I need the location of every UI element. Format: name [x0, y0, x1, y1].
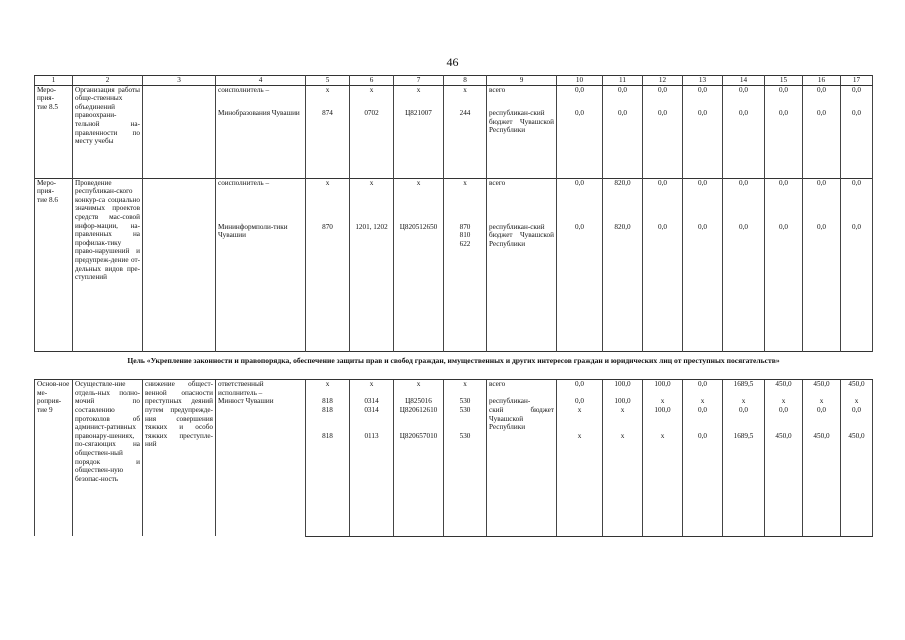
cell-rzpr: 1201, 1202 — [350, 223, 394, 352]
value-cell: 0,0 — [683, 406, 723, 432]
value-cell: 450,0 — [765, 432, 803, 537]
header-cell: 2 — [73, 76, 143, 86]
value-cell: 0,0 — [803, 223, 841, 352]
value-cell: 0,0 — [723, 109, 765, 178]
value-cell: 0,0 — [603, 109, 643, 178]
executor: Минобразования Чувашии — [216, 109, 306, 178]
value-cell: х — [841, 397, 873, 406]
value-cell: 0,0 — [803, 406, 841, 432]
cell-grbs: х — [306, 85, 350, 109]
value-cell: 0,0 — [723, 406, 765, 432]
funding-source: республикан-ский бюджет Чувашской Республики — [487, 223, 557, 352]
value-cell: х — [643, 397, 683, 406]
cell-rzpr: 0702 — [350, 109, 394, 178]
value-cell: 0,0 — [557, 85, 603, 109]
value-cell: 1689,5 — [723, 432, 765, 537]
executor: соисполнитель – — [216, 178, 306, 222]
cell-csr: Ц825016 — [394, 397, 444, 406]
header-cell: 17 — [841, 76, 873, 86]
cell-vr: х — [444, 178, 487, 222]
value-cell: 820,0 — [603, 223, 643, 352]
measure-goal — [143, 178, 216, 351]
value-cell: 100,0 — [603, 380, 643, 398]
value-cell: х — [683, 397, 723, 406]
table-row — [35, 85, 873, 109]
page-number: 46 — [446, 55, 459, 69]
value-cell: 0,0 — [765, 223, 803, 352]
value-cell: 100,0 — [603, 397, 643, 406]
value-cell: 0,0 — [841, 85, 873, 109]
value-cell: 0,0 — [683, 178, 723, 222]
value-cell: 0,0 — [723, 223, 765, 352]
cell-rzpr: х — [350, 178, 394, 222]
value-cell: 0,0 — [557, 380, 603, 398]
value-cell: 0,0 — [683, 223, 723, 352]
funding-source: республикан- — [487, 397, 557, 406]
value-cell: х — [557, 432, 603, 537]
header-cell: 15 — [765, 76, 803, 86]
value-cell: 0,0 — [643, 178, 683, 222]
measure-title: Осуществле-ние отдель-ных полно-мочий по составлению протоколов об админист-ративных правонару-шениях, по-сягающих на обществен-ный порядок и обществен-ную безопас-ность — [73, 380, 143, 537]
value-cell: 0,0 — [683, 109, 723, 178]
cell-csr: Ц820657010 — [394, 432, 444, 537]
value-cell: 0,0 — [765, 178, 803, 222]
header-cell: 6 — [350, 76, 394, 86]
value-cell: 1689,5 — [723, 380, 765, 398]
cell-vr: 530 — [444, 406, 487, 432]
value-cell: 0,0 — [841, 109, 873, 178]
measure-number: Основ-ное ме-роприя-тие 9 — [35, 380, 73, 537]
header-cell: 14 — [723, 76, 765, 86]
value-cell: 100,0 — [643, 406, 683, 432]
value-cell: х — [803, 397, 841, 406]
funding-source: всего — [487, 380, 557, 398]
table-row — [35, 178, 873, 222]
cell-grbs: 874 — [306, 109, 350, 178]
cell-csr: х — [394, 380, 444, 398]
cell-vr: х — [444, 380, 487, 398]
header-cell: 1 — [35, 76, 73, 86]
cell-grbs: 818 — [306, 397, 350, 406]
cell-rzpr: 0314 — [350, 397, 394, 406]
funding-source: всего — [487, 85, 557, 109]
cell-rzpr: х — [350, 380, 394, 398]
value-cell: 0,0 — [603, 85, 643, 109]
cell-csr: Ц821007 — [394, 109, 444, 178]
header-cell: 10 — [557, 76, 603, 86]
value-cell: 820,0 — [603, 178, 643, 222]
value-cell: 0,0 — [683, 432, 723, 537]
value-cell: 450,0 — [765, 380, 803, 398]
measure-title: Организация работы обще-ственных объединений правоохрани-тельной на-правленности по месту учебы — [73, 85, 143, 178]
cell-rzpr: 0113 — [350, 432, 394, 537]
value-cell: 0,0 — [803, 178, 841, 222]
value-cell: х — [603, 406, 643, 432]
goal-row — [35, 351, 873, 380]
executor: Минюст Чувашии — [216, 397, 306, 536]
value-cell: х — [723, 397, 765, 406]
cell-csr: х — [394, 85, 444, 109]
value-cell: 0,0 — [841, 223, 873, 352]
value-cell: х — [557, 406, 603, 432]
value-cell: х — [643, 432, 683, 537]
measure-goal: снижение общест-венной опасности преступных деяний путем предупрежде-ния совершения тяжких и особо тяжких преступле-ний — [143, 380, 216, 537]
cell-grbs: 818 — [306, 406, 350, 432]
cell-grbs: 870 — [306, 223, 350, 352]
value-cell: 0,0 — [557, 223, 603, 352]
header-cell: 5 — [306, 76, 350, 86]
header-cell: 9 — [487, 76, 557, 86]
cell-rzpr: х — [350, 85, 394, 109]
cell-csr: х — [394, 178, 444, 222]
cell-vr: 244 — [444, 109, 487, 178]
cell-grbs: х — [306, 178, 350, 222]
cell-vr: 530 — [444, 397, 487, 406]
header-cell: 4 — [216, 76, 306, 86]
value-cell: 450,0 — [803, 380, 841, 398]
cell-vr: 530 — [444, 432, 487, 537]
value-cell: 0,0 — [841, 178, 873, 222]
table-row — [35, 380, 873, 398]
value-cell: 0,0 — [683, 380, 723, 398]
measure-number: Меро- прия- тие 8.6 — [35, 178, 73, 351]
funding-source: ский бюджет Чувашской Республики — [487, 406, 557, 432]
value-cell: 100,0 — [643, 380, 683, 398]
value-cell: 450,0 — [841, 432, 873, 537]
measure-title: Проведение республикан-ского конкур-са социально значимых проектов средств мас-совой инфор-мации, на-правленных на профилак-тику право-нарушений и предупреж-дение от-дельных видов пре-ступлений — [73, 178, 143, 351]
measure-goal — [143, 85, 216, 178]
value-cell: 0,0 — [765, 85, 803, 109]
cell-rzpr: 0314 — [350, 406, 394, 432]
cell-vr: 870 810 622 — [444, 223, 487, 352]
value-cell: 0,0 — [765, 109, 803, 178]
value-cell: 0,0 — [557, 178, 603, 222]
value-cell: х — [765, 397, 803, 406]
header-cell: 11 — [603, 76, 643, 86]
cell-grbs: х — [306, 380, 350, 398]
value-cell: 0,0 — [683, 85, 723, 109]
executor: ответственный исполнитель – — [216, 380, 306, 398]
value-cell: 0,0 — [557, 397, 603, 406]
cell-grbs: 818 — [306, 432, 350, 537]
value-cell: 0,0 — [765, 406, 803, 432]
cell-vr: х — [444, 85, 487, 109]
funding-source: республикан-ский бюджет Чувашской Республики — [487, 109, 557, 178]
value-cell: 0,0 — [723, 85, 765, 109]
funding-source: всего — [487, 178, 557, 222]
executor: соисполнитель – — [216, 85, 306, 109]
value-cell: 0,0 — [557, 109, 603, 178]
budget-table — [34, 75, 873, 537]
cell-csr: Ц820512650 — [394, 223, 444, 352]
header-cell: 8 — [444, 76, 487, 86]
value-cell: 0,0 — [803, 85, 841, 109]
goal-text: Цель «Укрепление законности и правопорядка, обеспечение защиты прав и свобод граждан, имущественных и других интересов граждан и юридических лиц от преступных посягательств» — [35, 351, 873, 380]
header-cell: 7 — [394, 76, 444, 86]
header-cell: 13 — [683, 76, 723, 86]
value-cell: 450,0 — [803, 432, 841, 537]
funding-source — [487, 432, 557, 537]
value-cell: 0,0 — [803, 109, 841, 178]
header-row — [35, 76, 873, 86]
value-cell: 0,0 — [643, 109, 683, 178]
value-cell: 0,0 — [841, 406, 873, 432]
value-cell: 0,0 — [643, 223, 683, 352]
header-cell: 16 — [803, 76, 841, 86]
measure-number: Меро- прия- тие 8.5 — [35, 85, 73, 178]
value-cell: 0,0 — [643, 85, 683, 109]
executor: Мининформполи-тики Чувашии — [216, 223, 306, 352]
header-cell: 3 — [143, 76, 216, 86]
cell-csr: Ц820612610 — [394, 406, 444, 432]
value-cell: 450,0 — [841, 380, 873, 398]
header-cell: 12 — [643, 76, 683, 86]
value-cell: х — [603, 432, 643, 537]
value-cell: 0,0 — [723, 178, 765, 222]
